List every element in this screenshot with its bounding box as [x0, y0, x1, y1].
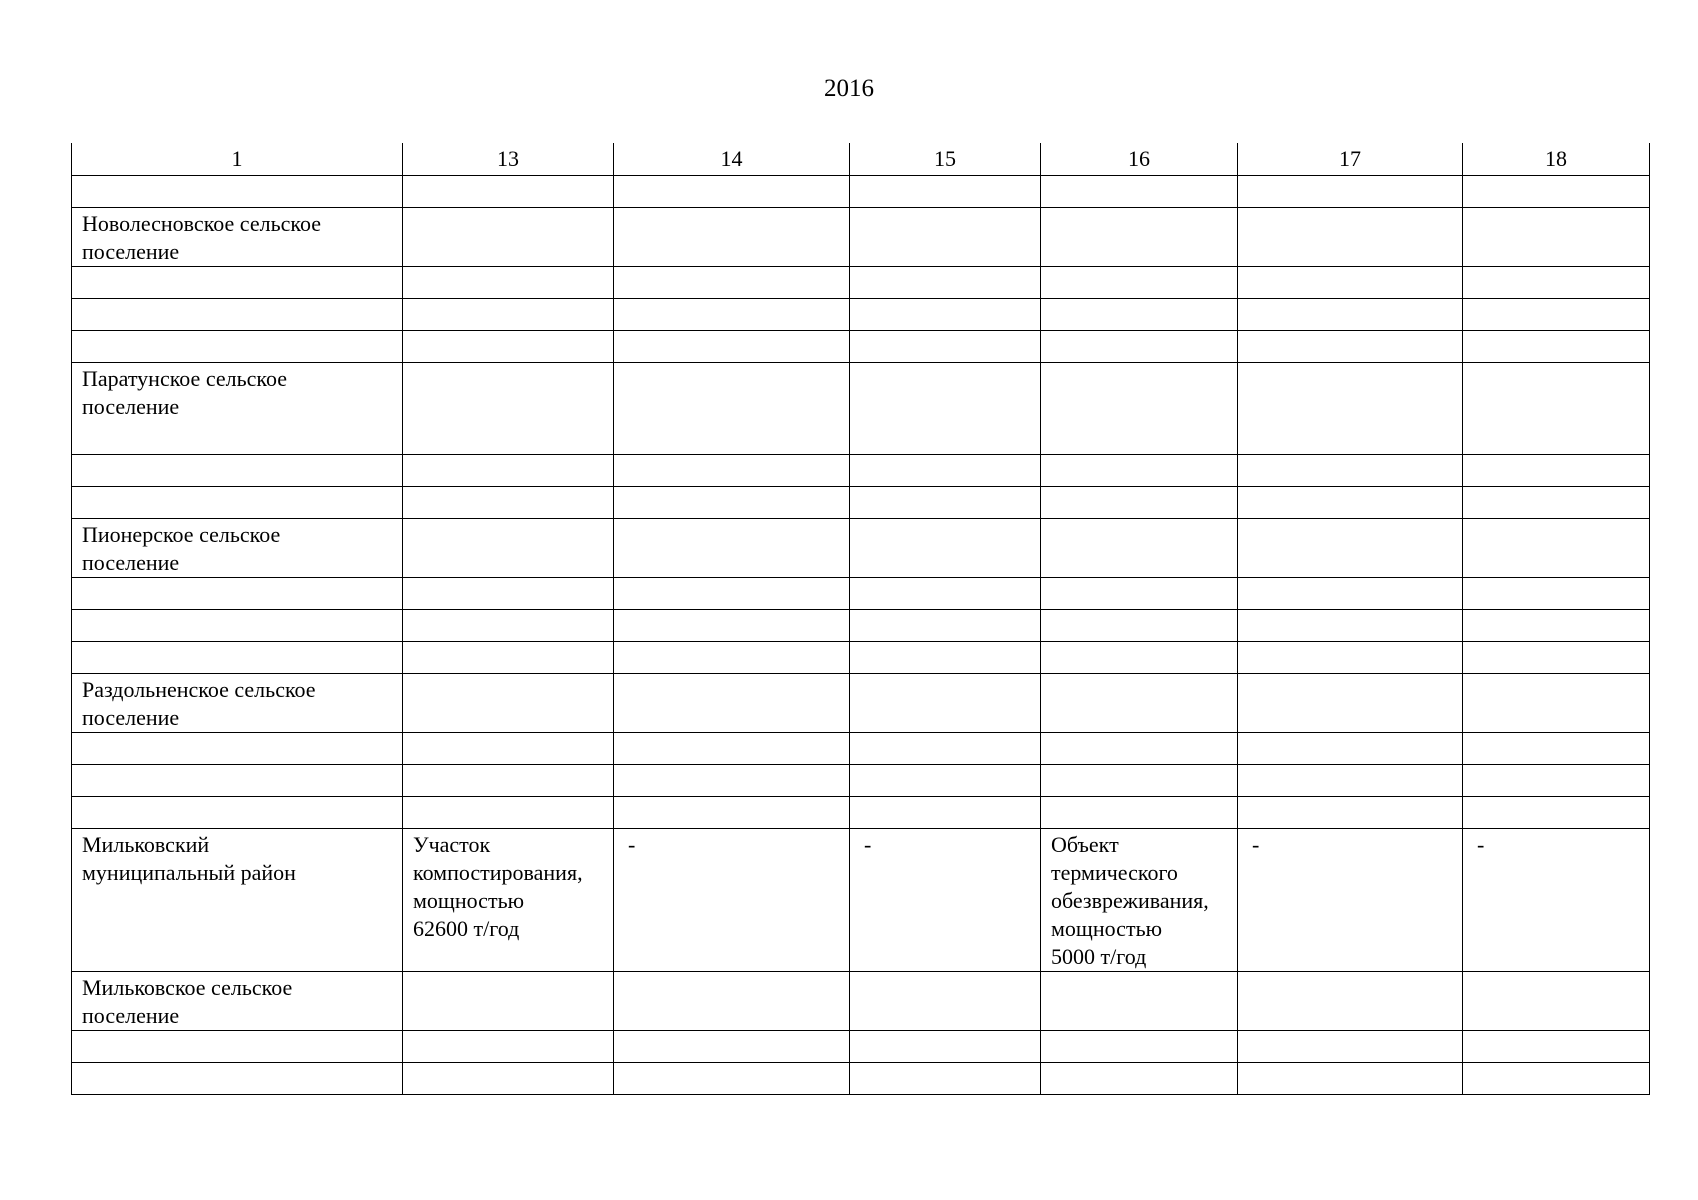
column-header: 18 [1463, 143, 1650, 176]
table-row [72, 674, 1650, 733]
table-row [72, 363, 1650, 455]
table-row [72, 765, 1650, 797]
row-label-razdolnenskoe: Раздольненское сельское поселение [82, 677, 316, 730]
column-number-header-row [72, 143, 1650, 176]
table-row [72, 1031, 1650, 1063]
dash-cell: - [864, 832, 872, 857]
table-row [72, 578, 1650, 610]
data-table [71, 143, 1650, 1095]
table-row [72, 299, 1650, 331]
table-row [72, 1063, 1650, 1095]
table-row [72, 208, 1650, 267]
dash-cell: - [628, 832, 636, 857]
row-label-paratunskoe: Паратунское сельское поселение [82, 366, 287, 419]
column-header: 15 [850, 143, 1041, 176]
table-row [72, 797, 1650, 829]
table-row [72, 610, 1650, 642]
column-header: 17 [1238, 143, 1463, 176]
row-label-novolesnovskoe: Новолесновское сельское поселение [82, 211, 321, 264]
table-row-milkovsky-district [72, 829, 1650, 972]
column-header: 1 [72, 143, 403, 176]
table-row [72, 267, 1650, 299]
composting-site-cell: Участок компостирования, мощностью 62600 т/год [413, 832, 583, 941]
column-header: 14 [614, 143, 850, 176]
table-row [72, 733, 1650, 765]
page-number: 2016 [824, 75, 874, 102]
table-row [72, 331, 1650, 363]
table-row [72, 642, 1650, 674]
dash-cell: - [1252, 832, 1260, 857]
table-row [72, 455, 1650, 487]
column-header: 16 [1041, 143, 1238, 176]
table-row [72, 176, 1650, 208]
row-label-milkovskoe: Мильковское сельское поселение [82, 975, 293, 1028]
row-label-milkovsky-district: Мильковский муниципальный район [82, 832, 296, 885]
column-header: 13 [403, 143, 614, 176]
table-row [72, 487, 1650, 519]
row-label-pionerskoe: Пионерское сельское поселение [82, 522, 281, 575]
table-row [72, 972, 1650, 1031]
table-row [72, 519, 1650, 578]
dash-cell: - [1477, 832, 1485, 857]
thermal-neutralization-cell: Объект термического обезвреживания, мощностью 5000 т/год [1051, 832, 1209, 969]
